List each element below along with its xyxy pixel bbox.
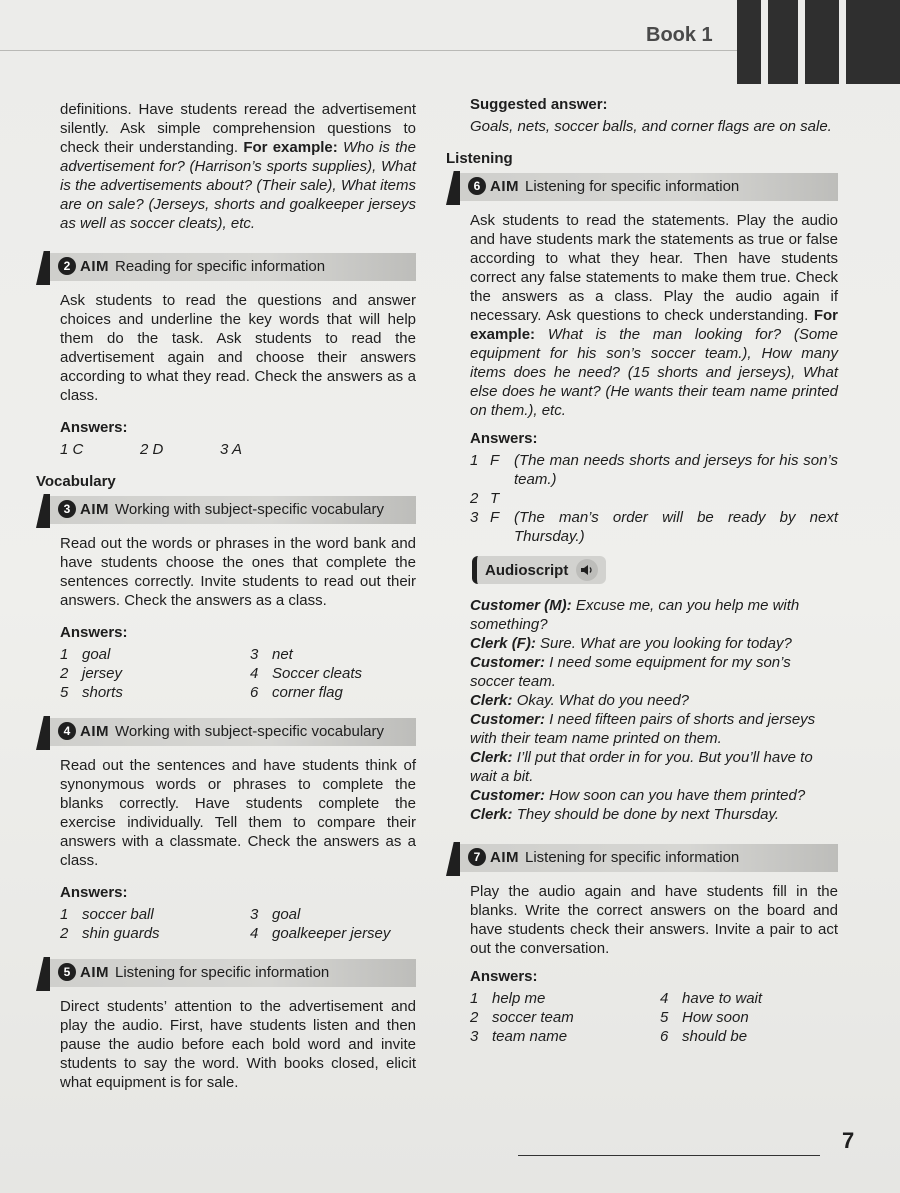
- speaker-icon-glyph: [580, 563, 594, 577]
- script-line: Customer (M): Excuse me, can you help me with something?: [470, 597, 800, 633]
- heading-wedge: [36, 494, 50, 528]
- script-line: Clerk: They should be done by next Thursday.: [470, 806, 780, 823]
- answer-item: 1 F (The man needs shorts and jerseys for his son’s team.): [470, 452, 838, 488]
- answer-item: 4 have to wait: [660, 990, 763, 1007]
- exercise-number-badge: 3: [58, 500, 76, 518]
- listening-heading: Listening: [446, 150, 513, 167]
- answer-item: 1 goal: [60, 646, 111, 663]
- answer-item: 1 help me: [470, 990, 546, 1007]
- answer-item: 3 F (The man’s order will be ready by next Thursday.): [470, 509, 838, 545]
- exercise-5-text: Direct students’ attention to the advertisement and play the audio. First, have students listen and then pause the audio before each bold word and invite students to say the word. With books closed, elicit what equipment is for sale.: [60, 998, 416, 1091]
- vocabulary-heading: Vocabulary: [36, 473, 116, 490]
- header-rule: [0, 50, 737, 51]
- left-column: [36, 100, 416, 1092]
- aim-label: AIM: [490, 177, 519, 195]
- answer-item: 1 C: [60, 441, 84, 458]
- heading-wedge: [36, 716, 50, 750]
- exercise-title: Working with subject-specific vocabulary: [115, 500, 384, 518]
- answer-item: 2 jersey: [60, 665, 123, 682]
- aim-label: AIM: [80, 257, 109, 275]
- exercise-6-text: Ask students to read the statements. Play the audio and have students mark the statements as true or false according to what they hear. Then have students correct any false statements to make them true. Check the answers as a class. Play the audio again if necessary. Ask questions to check understanding. For example: What is the man looking for? (Some equipment for his son’s soccer team.), How many items does he need? (15 shorts and jerseys), What else does he want? (He wants their team name printed on them.), etc.: [470, 212, 838, 419]
- intro-block: [36, 100, 416, 233]
- exercise-6-heading: [446, 171, 838, 201]
- exercise-4-body: [36, 756, 416, 943]
- exercise-title: Reading for specific information: [115, 257, 326, 275]
- heading-wedge: [446, 171, 460, 205]
- heading-wedge: [36, 957, 50, 991]
- answer-item: 2 D: [140, 441, 164, 458]
- answer-item: 2 T: [470, 490, 500, 507]
- answer-item: 3 net: [250, 646, 293, 663]
- answer-item: 5 How soon: [660, 1009, 749, 1026]
- heading-wedge: [446, 842, 460, 876]
- exercise-2-text: Ask students to read the questions and answer choices and underline the key words that will help them do the task. Ask students to read the advertisement again and choose their answers according to what they read. Check the answers as a class.: [60, 292, 416, 404]
- page-number: 7: [842, 1128, 855, 1153]
- answers-label: Answers:: [470, 430, 538, 447]
- script-line: Clerk: I’ll put that order in for you. But you’ll have to wait a bit.: [470, 749, 813, 785]
- answer-item: 1 soccer ball: [60, 906, 154, 923]
- exercise-2-answers: [60, 440, 416, 459]
- heading-wedge: [36, 251, 50, 285]
- intro-example-label: For example:: [243, 139, 338, 156]
- exercise-3-text: Read out the words or phrases in the word bank and have students choose the ones that complete the sentences correctly. Invite students to read out their answers. Check the answers as a class.: [60, 535, 416, 609]
- footer-rule: [518, 1155, 820, 1156]
- exercise-7-heading: [446, 842, 838, 872]
- exercise-3-heading: [36, 494, 416, 524]
- exercise-6-body: [446, 211, 838, 546]
- exercise-2-heading: [36, 251, 416, 281]
- answer-item: 5 shorts: [60, 684, 123, 701]
- answer-item: 4 Soccer cleats: [250, 665, 363, 682]
- answers-label: Answers:: [60, 884, 128, 901]
- exercise-6-answers: [470, 451, 838, 546]
- exercise-4-answers: [60, 905, 416, 943]
- aim-label: AIM: [80, 500, 109, 518]
- aim-label: AIM: [80, 722, 109, 740]
- exercise-4-text: Read out the sentences and have students think of synonymous words or phrases to complete the blanks correctly. Have students complete the exercise individually. Tell them to compare their answers with a classmate. Check the answers as a class.: [60, 757, 416, 869]
- exercise-title: Listening for specific information: [115, 963, 330, 981]
- suggested-answer-label: Suggested answer:: [470, 96, 608, 113]
- script-line: Clerk (F): Sure. What are you looking for today?: [470, 635, 792, 652]
- exercise-7-answers: [470, 989, 838, 1046]
- exercise-title: Listening for specific information: [525, 177, 740, 195]
- header-decoration: [737, 0, 900, 84]
- answer-item: 6 should be: [660, 1028, 748, 1045]
- exercise-number-badge: 6: [468, 177, 486, 195]
- answer-item: 3 goal: [250, 906, 301, 923]
- exercise-7-body: [446, 882, 838, 1046]
- answers-label: Answers:: [470, 968, 538, 985]
- exercise-3-answers: [60, 645, 416, 702]
- exercise-4-heading: [36, 716, 416, 746]
- audioscript-label-tab: [472, 556, 606, 584]
- exercise-5-heading: [36, 957, 416, 987]
- exercise-number-badge: 4: [58, 722, 76, 740]
- header-bar: [768, 0, 798, 84]
- exercise-title: Listening for specific information: [525, 848, 740, 866]
- answer-item: 6 corner flag: [250, 684, 343, 701]
- header-bar: [805, 0, 839, 84]
- exercise-5-body: [36, 997, 416, 1092]
- exercise-number-badge: 5: [58, 963, 76, 981]
- intro-paragraph: [60, 100, 416, 233]
- answer-item: 3 team name: [470, 1028, 568, 1045]
- script-line: Customer: I need some equipment for my son’s soccer team.: [470, 654, 791, 690]
- audioscript-label: Audioscript: [485, 561, 569, 579]
- aim-label: AIM: [490, 848, 519, 866]
- header-bar: [737, 0, 761, 84]
- exercise-3-body: [36, 534, 416, 702]
- exercise-number-badge: 7: [468, 848, 486, 866]
- answer-item: 4 goalkeeper jersey: [250, 925, 391, 942]
- exercise-title: Working with subject-specific vocabulary: [115, 722, 384, 740]
- answer-item: 2 shin guards: [60, 925, 160, 942]
- suggested-answer-block: [446, 96, 838, 136]
- book-label: Book 1: [646, 24, 713, 46]
- header-bar: [846, 0, 900, 84]
- suggested-answer-text: Goals, nets, soccer balls, and corner flags are on sale.: [470, 118, 832, 135]
- answer-item: 3 A: [220, 441, 242, 458]
- right-column: [446, 96, 838, 1046]
- audioscript: [446, 596, 838, 824]
- script-line: Clerk: Okay. What do you need?: [470, 692, 690, 709]
- answers-label: Answers:: [60, 624, 128, 641]
- script-line: Customer: How soon can you have them printed?: [470, 787, 806, 804]
- exercise-number-badge: 2: [58, 257, 76, 275]
- exercise-2-body: [36, 291, 416, 459]
- answers-label: Answers:: [60, 419, 128, 436]
- exercise-7-text: Play the audio again and have students fill in the blanks. Write the correct answers on the board and have students check their answers. Invite a pair to act out the conversation.: [470, 883, 838, 957]
- script-line: Customer: I need fifteen pairs of shorts and jerseys with their team name printed on them.: [470, 711, 816, 747]
- intro-text: definitions. Have students reread the advertisement silently. Ask simple comprehension questions to check their understanding.: [60, 101, 416, 156]
- speaker-icon: [576, 559, 598, 581]
- aim-label: AIM: [80, 963, 109, 981]
- intro-example-text: Who is the advertisement for? (Harrison’s sports supplies), What is the advertisements about? (Their sale), What items are on sale? (Jerseys, shorts and goalkeeper jerseys as well as soccer cleats), etc.: [60, 139, 416, 232]
- answer-item: 2 soccer team: [470, 1009, 574, 1026]
